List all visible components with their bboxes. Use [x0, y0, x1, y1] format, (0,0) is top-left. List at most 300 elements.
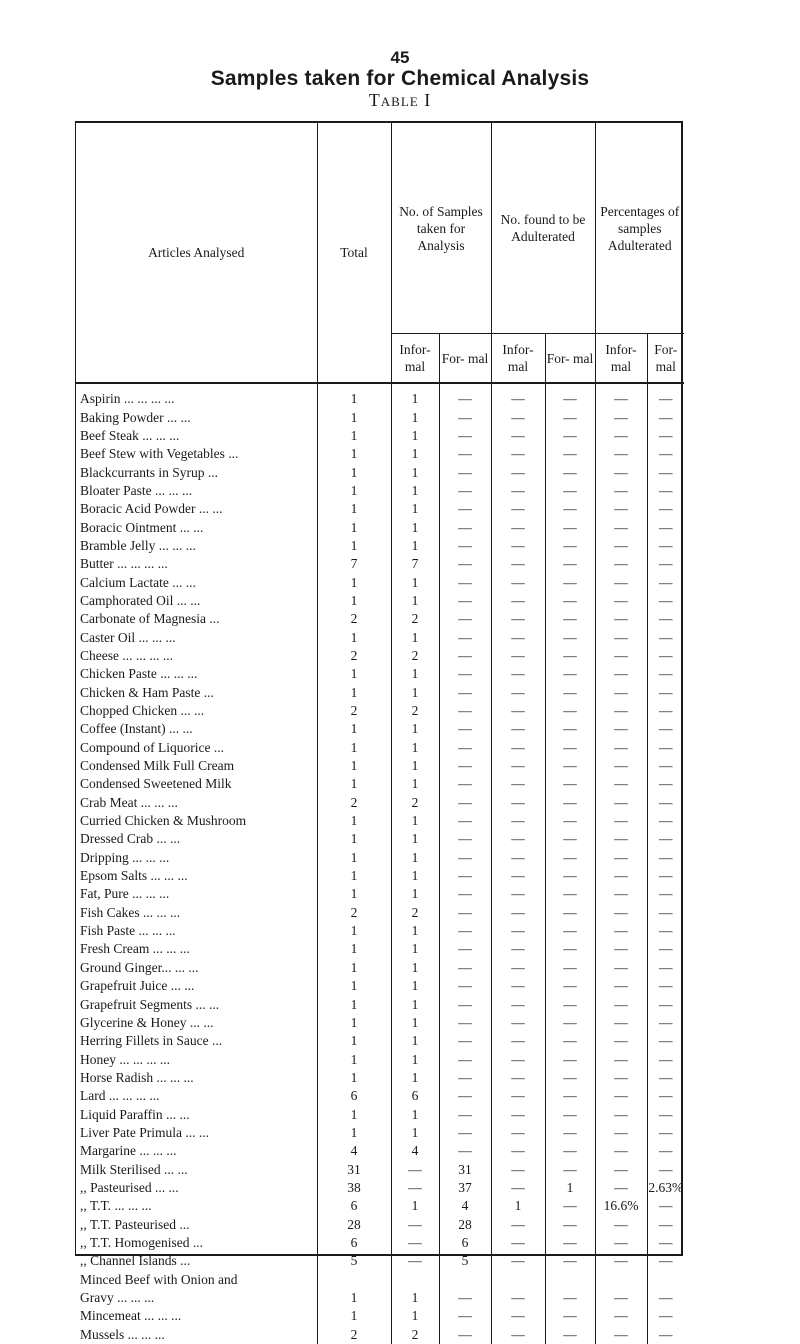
found-informal-cell: —	[491, 427, 545, 445]
percent-formal-cell: —	[659, 611, 673, 627]
found-informal-cell: —	[491, 573, 545, 591]
article-cell: Chicken Paste ... ... ...	[76, 665, 317, 683]
found-formal-cell: —	[545, 592, 595, 610]
found-informal-cell: —	[491, 383, 545, 408]
total-cell: 1	[317, 1289, 391, 1307]
table-row	[76, 628, 684, 646]
samples-formal-cell: 5	[439, 1252, 491, 1270]
header-samples-informal: Infor- mal	[391, 334, 439, 384]
table-row	[76, 720, 684, 738]
table-row	[76, 812, 684, 830]
total-cell: 28	[317, 1215, 391, 1233]
samples-formal-cell: —	[439, 1050, 491, 1068]
percent-formal-cell: —	[659, 592, 673, 608]
found-formal-cell: —	[545, 610, 595, 628]
page-title: Samples taken for Chemical Analysis	[210, 67, 590, 90]
found-informal-cell: —	[491, 1307, 545, 1325]
total-cell: 1	[317, 885, 391, 903]
found-formal-cell: —	[545, 555, 595, 573]
samples-formal-cell: —	[439, 610, 491, 628]
article-cell: Minced Beef with Onion and	[76, 1271, 317, 1289]
found-informal-cell: —	[491, 977, 545, 995]
found-informal-cell: —	[491, 830, 545, 848]
percent-informal-cell: —	[595, 537, 647, 555]
found-formal-cell: —	[545, 775, 595, 793]
found-formal-cell: —	[545, 940, 595, 958]
percent-formal-cell: 2.63%	[648, 1179, 684, 1195]
table-body	[76, 383, 684, 1344]
total-cell: 1	[317, 500, 391, 518]
percent-informal-cell: —	[595, 739, 647, 757]
found-informal-cell: —	[491, 904, 545, 922]
total-cell: 1	[317, 849, 391, 867]
samples-informal-cell: 1	[391, 427, 439, 445]
found-informal-cell: —	[491, 628, 545, 646]
percent-formal-cell: —	[659, 886, 673, 902]
samples-formal-cell: —	[439, 720, 491, 738]
found-formal-cell: —	[545, 573, 595, 591]
table-row	[76, 995, 684, 1013]
found-informal-cell: —	[491, 647, 545, 665]
percent-formal-cell: —	[659, 776, 673, 792]
samples-formal-cell: —	[439, 1307, 491, 1325]
found-informal-cell: —	[491, 922, 545, 940]
samples-informal-cell: —	[391, 1234, 439, 1252]
samples-formal-cell: —	[439, 702, 491, 720]
samples-formal-cell: —	[439, 775, 491, 793]
total-cell: 1	[317, 482, 391, 500]
percent-formal-cell: —	[659, 519, 673, 535]
article-cell: Honey ... ... ... ...	[76, 1050, 317, 1068]
found-formal-cell: —	[545, 482, 595, 500]
percent-informal-cell: —	[595, 1014, 647, 1032]
samples-informal-cell: 1	[391, 500, 439, 518]
found-informal-cell: —	[491, 592, 545, 610]
found-formal-cell: —	[545, 977, 595, 995]
article-cell: Cheese ... ... ... ...	[76, 647, 317, 665]
found-informal-cell: —	[491, 665, 545, 683]
percent-informal-cell: —	[595, 1142, 647, 1160]
samples-formal-cell: —	[439, 592, 491, 610]
found-informal-cell: —	[491, 500, 545, 518]
table-row	[76, 445, 684, 463]
article-cell: Boracic Ointment ... ...	[76, 518, 317, 536]
article-cell: ,, T.T. Pasteurised ...	[76, 1215, 317, 1233]
percent-informal-cell: —	[595, 1252, 647, 1270]
total-cell: 6	[317, 1087, 391, 1105]
analysis-table-container	[75, 121, 684, 1342]
found-formal-cell: —	[545, 1032, 595, 1050]
total-cell: 1	[317, 383, 391, 408]
table-row	[76, 518, 684, 536]
percent-informal-cell: —	[595, 720, 647, 738]
percent-informal-cell: —	[595, 1050, 647, 1068]
table-row	[76, 1179, 684, 1197]
found-informal-cell: —	[491, 702, 545, 720]
found-formal-cell: —	[545, 885, 595, 903]
samples-informal-cell: 2	[391, 702, 439, 720]
table-subtitle: Table I	[368, 90, 432, 110]
found-informal-cell: —	[491, 739, 545, 757]
samples-informal-cell: 1	[391, 739, 439, 757]
samples-formal-cell: —	[439, 812, 491, 830]
found-informal-cell: —	[491, 849, 545, 867]
total-cell: 2	[317, 647, 391, 665]
article-cell: Condensed Milk Full Cream	[76, 757, 317, 775]
total-cell: 6	[317, 1234, 391, 1252]
percent-informal-cell: —	[595, 610, 647, 628]
percent-informal-cell: —	[595, 573, 647, 591]
percent-formal-cell: —	[659, 427, 673, 443]
percent-formal-cell: —	[659, 849, 673, 865]
found-formal-cell: —	[545, 720, 595, 738]
found-informal-cell: —	[491, 1289, 545, 1307]
samples-formal-cell: —	[439, 867, 491, 885]
found-informal-cell: —	[491, 610, 545, 628]
samples-informal-cell: 1	[391, 1307, 439, 1325]
percent-informal-cell: —	[595, 959, 647, 977]
percent-informal-cell: —	[595, 1069, 647, 1087]
total-cell: 1	[317, 1307, 391, 1325]
table-row	[76, 1069, 684, 1087]
found-informal-cell: —	[491, 1215, 545, 1233]
found-formal-cell: —	[545, 702, 595, 720]
percent-formal-cell: —	[659, 1216, 673, 1232]
article-cell: Mincemeat ... ... ...	[76, 1307, 317, 1325]
percent-informal-cell: —	[595, 408, 647, 426]
percent-formal-cell: —	[659, 537, 673, 553]
samples-informal-cell: 1	[391, 977, 439, 995]
found-informal-cell: —	[491, 995, 545, 1013]
table-row	[76, 408, 684, 426]
samples-informal-cell: 1	[391, 537, 439, 555]
samples-formal-cell: —	[439, 922, 491, 940]
percent-formal-cell: —	[659, 941, 673, 957]
percent-formal-cell: —	[659, 1290, 673, 1306]
found-informal-cell: 1	[491, 1197, 545, 1215]
total-cell: 5	[317, 1252, 391, 1270]
samples-informal-cell: 1	[391, 720, 439, 738]
samples-formal-cell: —	[439, 977, 491, 995]
found-formal-cell	[545, 1271, 595, 1289]
total-cell: 1	[317, 1050, 391, 1068]
found-formal-cell: —	[545, 1142, 595, 1160]
article-cell: Coffee (Instant) ... ...	[76, 720, 317, 738]
samples-informal-cell: 1	[391, 463, 439, 481]
percent-formal-cell: —	[659, 464, 673, 480]
header-found-formal: For- mal	[545, 334, 595, 384]
samples-formal-cell: —	[439, 573, 491, 591]
percent-informal-cell: —	[595, 940, 647, 958]
percent-informal-cell: —	[595, 867, 647, 885]
article-cell: ,, T.T. ... ... ...	[76, 1197, 317, 1215]
percent-informal-cell: —	[595, 518, 647, 536]
article-cell: Condensed Sweetened Milk	[76, 775, 317, 793]
total-cell: 2	[317, 702, 391, 720]
percent-formal-cell: —	[659, 409, 673, 425]
percent-formal-cell: —	[659, 923, 673, 939]
found-formal-cell: —	[545, 849, 595, 867]
found-formal-cell: —	[545, 1234, 595, 1252]
percent-formal-cell: —	[659, 813, 673, 829]
samples-informal-cell: 1	[391, 445, 439, 463]
percent-formal-cell: —	[659, 482, 673, 498]
total-cell: 1	[317, 720, 391, 738]
total-cell: 1	[317, 1105, 391, 1123]
percent-formal-cell: —	[659, 868, 673, 884]
percent-informal-cell: —	[595, 427, 647, 445]
total-cell: 7	[317, 555, 391, 573]
percent-informal-cell: —	[595, 1326, 647, 1344]
table-row	[76, 922, 684, 940]
total-cell: 1	[317, 463, 391, 481]
found-formal-cell: —	[545, 427, 595, 445]
percent-informal-cell: —	[595, 592, 647, 610]
found-informal-cell: —	[491, 1179, 545, 1197]
samples-formal-cell: —	[439, 904, 491, 922]
table-row	[76, 702, 684, 720]
percent-informal-cell: —	[595, 383, 647, 408]
percent-formal-cell: —	[659, 831, 673, 847]
samples-formal-cell: —	[439, 628, 491, 646]
found-formal-cell: —	[545, 1215, 595, 1233]
article-cell: Beef Stew with Vegetables ...	[76, 445, 317, 463]
percent-informal-cell: —	[595, 445, 647, 463]
table-row	[76, 1032, 684, 1050]
samples-formal-cell: —	[439, 1289, 491, 1307]
table-row	[76, 555, 684, 573]
samples-formal-cell: —	[439, 555, 491, 573]
samples-informal-cell: 1	[391, 1289, 439, 1307]
total-cell: 1	[317, 977, 391, 995]
table-row	[76, 500, 684, 518]
article-cell: Liquid Paraffin ... ...	[76, 1105, 317, 1123]
table-row	[76, 1014, 684, 1032]
article-cell: Margarine ... ... ...	[76, 1142, 317, 1160]
article-cell: Glycerine & Honey ... ...	[76, 1014, 317, 1032]
table-row	[76, 592, 684, 610]
total-cell: 6	[317, 1197, 391, 1215]
table-row	[76, 427, 684, 445]
samples-formal-cell	[439, 1271, 491, 1289]
percent-informal-cell: —	[595, 1032, 647, 1050]
samples-informal-cell: 1	[391, 1197, 439, 1215]
percent-informal-cell: —	[595, 1179, 647, 1197]
samples-formal-cell: —	[439, 518, 491, 536]
table-row	[76, 463, 684, 481]
table-row	[76, 1050, 684, 1068]
total-cell: 2	[317, 1326, 391, 1344]
header-found-informal: Infor- mal	[491, 334, 545, 384]
percent-formal-cell: —	[659, 574, 673, 590]
percent-informal-cell: —	[595, 1289, 647, 1307]
found-formal-cell: —	[545, 1050, 595, 1068]
samples-formal-cell: —	[439, 794, 491, 812]
table-row	[76, 1197, 684, 1215]
percent-formal-cell: —	[659, 959, 673, 975]
article-cell: Liver Pate Primula ... ...	[76, 1124, 317, 1142]
samples-informal-cell: —	[391, 1215, 439, 1233]
samples-formal-cell: —	[439, 959, 491, 977]
table-row	[76, 867, 684, 885]
samples-formal-cell: —	[439, 1105, 491, 1123]
found-formal-cell: —	[545, 445, 595, 463]
found-informal-cell: —	[491, 1014, 545, 1032]
page-number: 45	[390, 48, 410, 67]
table-row	[76, 573, 684, 591]
found-informal-cell: —	[491, 812, 545, 830]
table-row	[76, 1252, 684, 1270]
samples-informal-cell: 1	[391, 482, 439, 500]
table-row	[76, 794, 684, 812]
total-cell: 1	[317, 665, 391, 683]
header-found-group: No. found to be Adulterated	[491, 123, 595, 334]
total-cell: 1	[317, 757, 391, 775]
percent-formal-cell: —	[659, 1143, 673, 1159]
table-row	[76, 1326, 684, 1344]
percent-formal-cell: —	[659, 978, 673, 994]
samples-formal-cell: —	[439, 739, 491, 757]
total-cell: 1	[317, 739, 391, 757]
found-informal-cell: —	[491, 940, 545, 958]
table-row	[76, 647, 684, 665]
table-row	[76, 1215, 684, 1233]
found-informal-cell: —	[491, 1124, 545, 1142]
header-percent-informal: Infor- mal	[595, 334, 647, 384]
percent-formal-cell: —	[659, 1069, 673, 1085]
article-cell: Blackcurrants in Syrup ...	[76, 463, 317, 481]
samples-informal-cell: 1	[391, 1069, 439, 1087]
found-informal-cell	[491, 1271, 545, 1289]
samples-formal-cell: —	[439, 383, 491, 408]
article-cell: Chopped Chicken ... ...	[76, 702, 317, 720]
found-formal-cell: —	[545, 1160, 595, 1178]
samples-informal-cell: —	[391, 1252, 439, 1270]
table-row	[76, 1289, 684, 1307]
header-articles: Articles Analysed	[76, 123, 317, 383]
samples-informal-cell: 1	[391, 849, 439, 867]
table-row	[76, 1160, 684, 1178]
percent-formal-cell: —	[659, 904, 673, 920]
found-informal-cell: —	[491, 463, 545, 481]
found-informal-cell: —	[491, 537, 545, 555]
percent-informal-cell: —	[595, 922, 647, 940]
found-formal-cell: —	[545, 995, 595, 1013]
table-row	[76, 849, 684, 867]
percent-informal-cell: —	[595, 1307, 647, 1325]
article-cell: ,, Pasteurised ... ...	[76, 1179, 317, 1197]
samples-formal-cell: —	[439, 408, 491, 426]
samples-formal-cell: —	[439, 665, 491, 683]
analysis-table	[76, 123, 684, 1344]
table-row	[76, 1307, 684, 1325]
samples-formal-cell: —	[439, 830, 491, 848]
samples-informal-cell: 1	[391, 1105, 439, 1123]
total-cell: 1	[317, 537, 391, 555]
article-cell: Compound of Liquorice ...	[76, 739, 317, 757]
percent-formal-cell	[647, 1271, 684, 1289]
article-cell: Grapefruit Juice ... ...	[76, 977, 317, 995]
samples-informal-cell: 1	[391, 757, 439, 775]
samples-formal-cell: —	[439, 885, 491, 903]
samples-formal-cell: —	[439, 1014, 491, 1032]
total-cell: 31	[317, 1160, 391, 1178]
header-total: Total	[317, 123, 391, 383]
header-percent-formal: For- mal	[647, 334, 684, 384]
found-informal-cell: —	[491, 885, 545, 903]
found-formal-cell: —	[545, 794, 595, 812]
samples-informal-cell: 1	[391, 592, 439, 610]
percent-formal-cell: —	[659, 1326, 673, 1342]
found-formal-cell: —	[545, 1307, 595, 1325]
percent-formal-cell: —	[659, 1033, 673, 1049]
found-formal-cell: —	[545, 757, 595, 775]
found-formal-cell: —	[545, 647, 595, 665]
samples-informal-cell: 1	[391, 940, 439, 958]
samples-formal-cell: —	[439, 500, 491, 518]
table-row	[76, 739, 684, 757]
header-percent-group: Percentages of samples Adulterated	[600, 203, 680, 253]
table-row	[76, 610, 684, 628]
table-row	[76, 940, 684, 958]
total-cell	[317, 1271, 391, 1289]
samples-informal-cell: 1	[391, 383, 439, 408]
article-cell: Dripping ... ... ...	[76, 849, 317, 867]
table-row	[76, 537, 684, 555]
samples-formal-cell: —	[439, 537, 491, 555]
samples-formal-cell: —	[439, 1069, 491, 1087]
samples-informal-cell: 1	[391, 1032, 439, 1050]
table-row	[76, 482, 684, 500]
article-cell: Mussels ... ... ...	[76, 1326, 317, 1344]
total-cell: 1	[317, 518, 391, 536]
total-cell: 2	[317, 904, 391, 922]
percent-informal-cell: —	[595, 702, 647, 720]
percent-informal-cell: —	[595, 555, 647, 573]
percent-informal-cell: —	[595, 885, 647, 903]
table-row	[76, 885, 684, 903]
samples-informal-cell: 2	[391, 1326, 439, 1344]
samples-informal-cell: 1	[391, 628, 439, 646]
found-formal-cell: —	[545, 408, 595, 426]
found-formal-cell: —	[545, 812, 595, 830]
percent-informal-cell: —	[595, 757, 647, 775]
found-formal-cell: —	[545, 959, 595, 977]
percent-formal-cell: —	[659, 1051, 673, 1067]
percent-formal-cell: —	[659, 1234, 673, 1250]
found-formal-cell: —	[545, 1197, 595, 1215]
found-formal-cell: —	[545, 1105, 595, 1123]
percent-formal-cell: —	[659, 1253, 673, 1269]
total-cell: 1	[317, 684, 391, 702]
found-informal-cell: —	[491, 959, 545, 977]
percent-informal-cell: —	[595, 628, 647, 646]
found-formal-cell: —	[545, 665, 595, 683]
samples-formal-cell: —	[439, 445, 491, 463]
table-row	[76, 775, 684, 793]
samples-informal-cell: 2	[391, 610, 439, 628]
samples-informal-cell: 1	[391, 408, 439, 426]
total-cell: 2	[317, 794, 391, 812]
total-cell: 2	[317, 610, 391, 628]
percent-informal-cell: —	[595, 482, 647, 500]
total-cell: 1	[317, 628, 391, 646]
table-row	[76, 383, 684, 408]
found-formal-cell: —	[545, 1252, 595, 1270]
percent-formal-cell: —	[659, 446, 673, 462]
article-cell: Chicken & Ham Paste ...	[76, 684, 317, 702]
percent-informal-cell: —	[595, 500, 647, 518]
